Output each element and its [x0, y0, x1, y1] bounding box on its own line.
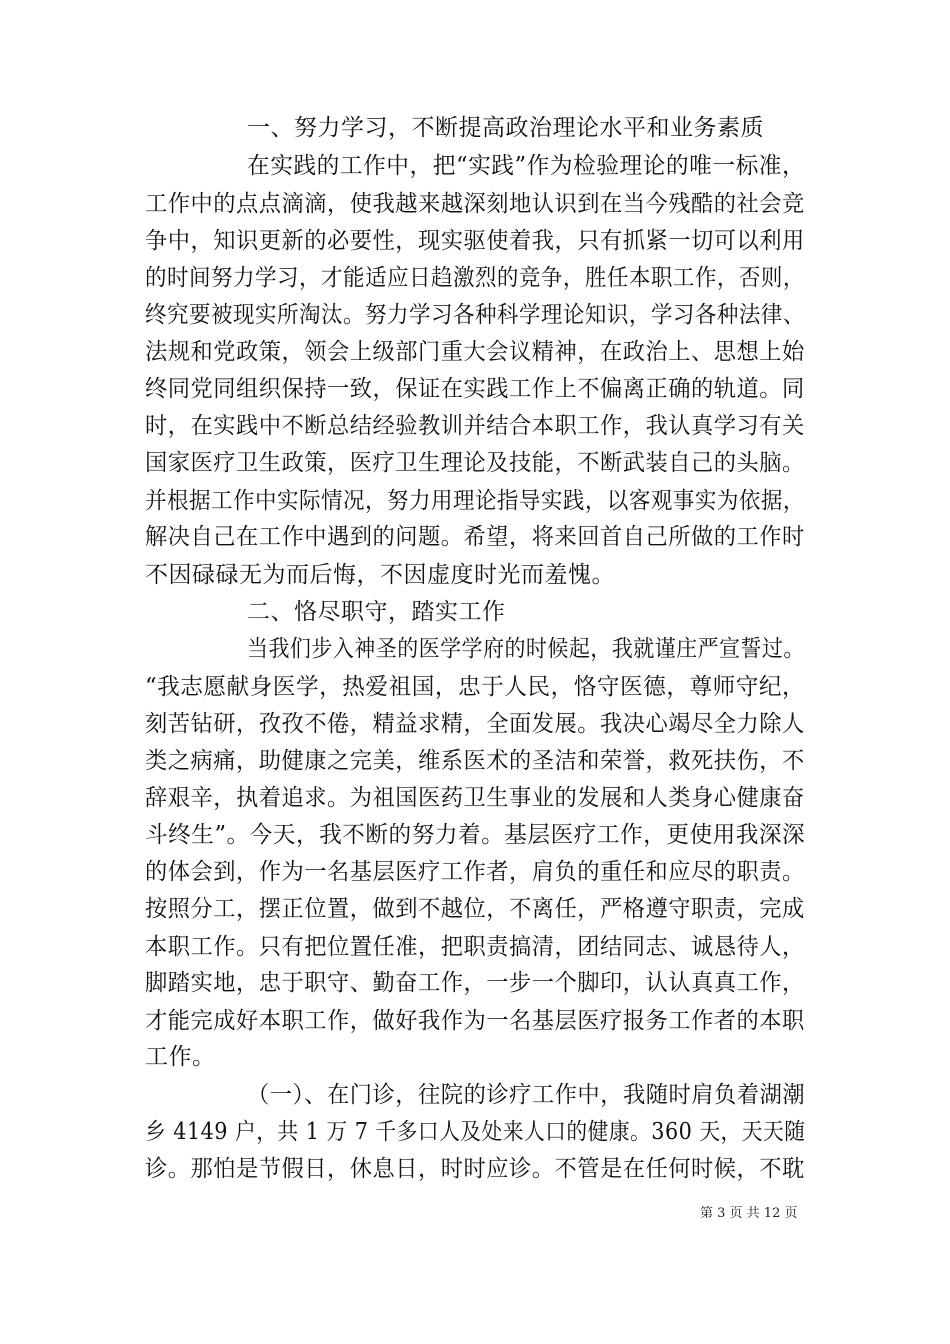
paragraph-line: 的时间努力学习，才能适应日趋激烈的竞争，胜任本职工作，否则， [145, 265, 805, 291]
paragraph-line: 脚踏实地，忠于职守、勤奋工作，一步一个脚印，认认真真工作， [145, 970, 805, 996]
paragraph-line: 才能完成好本职工作，做好我作为一名基层医疗报务工作者的本职 [145, 1008, 805, 1034]
paragraph-line: 斗终生”。今天，我不断的努力着。基层医疗工作，更使用我深深 [145, 822, 806, 848]
paragraph-line: 在实践的工作中，把“实践”作为检验理论的唯一标准， [247, 153, 806, 179]
paragraph-line: 本职工作。只有把位置任准，把职责搞清，团结同志、诚恳待人， [145, 934, 805, 960]
paragraph-line: 时，在实践中不断总结经验教训并结合本职工作，我认真学习有关 [145, 413, 805, 439]
paragraph-line: 当我们步入神圣的医学学府的时候起，我就谨庄严宣誓过。 [247, 636, 805, 662]
paragraph-line: 国家医疗卫生政策，医疗卫生理论及技能，不断武装自己的头脑。 [145, 450, 805, 476]
paragraph-line: 诊。那怕是节假日，休息日，时时应诊。不管是在任何时候，不耽 [145, 1156, 805, 1182]
paragraph-line: 并根据工作中实际情况，努力用理论指导实践，以客观事实为依据， [145, 488, 805, 514]
heading-section-1: 一、努力学习，不断提高政治理论水平和业务素质 [247, 115, 764, 141]
paragraph-line: 不因碌碌无为而后悔，不因虚度时光而羞愧。 [145, 562, 615, 588]
paragraph-line: 工作。 [145, 1044, 216, 1070]
paragraph-line: 辞艰辛，执着追求。为祖国医药卫生事业的发展和人类身心健康奋 [145, 785, 805, 811]
heading-section-2: 二、恪尽职守，踏实工作 [247, 599, 506, 625]
paragraph-line: 终究要被现实所淘汰。努力学习各种科学理论知识，学习各种法律、 [145, 302, 805, 328]
paragraph-line: 刻苦钻研，孜孜不倦，精益求精，全面发展。我决心竭尽全力除人 [145, 711, 805, 737]
paragraph-line: 解决自己在工作中遇到的问题。希望，将来回首自己所做的工作时 [145, 524, 805, 550]
paragraph-line: 的体会到，作为一名基层医疗工作者，肩负的重任和应尽的职责。 [145, 859, 805, 885]
subheading-item-1: （一）、在门诊，往院的诊疗工作中，我随时肩负着湖潮 [247, 1082, 806, 1108]
page-number-footer: 第 3 页 共 12 页 [700, 1206, 798, 1221]
paragraph-line: 争中，知识更新的必要性，现实驱使着我，只有抓紧一切可以利用 [145, 228, 805, 254]
paragraph-line: 按照分工，摆正位置，做到不越位，不离任，严格遵守职责，完成 [145, 896, 805, 922]
paragraph-line: 工作中的点点滴滴，使我越来越深刻地认识到在当今残酷的社会竞 [145, 191, 805, 217]
paragraph-line: 终同党同组织保持一致，保证在实践工作上不偏离正确的轨道。同 [145, 376, 805, 402]
paragraph-line: “我志愿献身医学，热爱祖国，忠于人民，恪守医德，尊师守纪， [145, 674, 806, 700]
paragraph-line: 乡 4149 户，共 1 万 7 千多口人及处来人口的健康。360 天，天天随 [145, 1119, 806, 1145]
paragraph-line: 类之病痛，助健康之完美，维系医术的圣洁和荣誉，救死扶伤，不 [145, 748, 805, 774]
paragraph-line: 法规和党政策，领会上级部门重大会议精神，在政治上、思想上始 [145, 339, 805, 365]
